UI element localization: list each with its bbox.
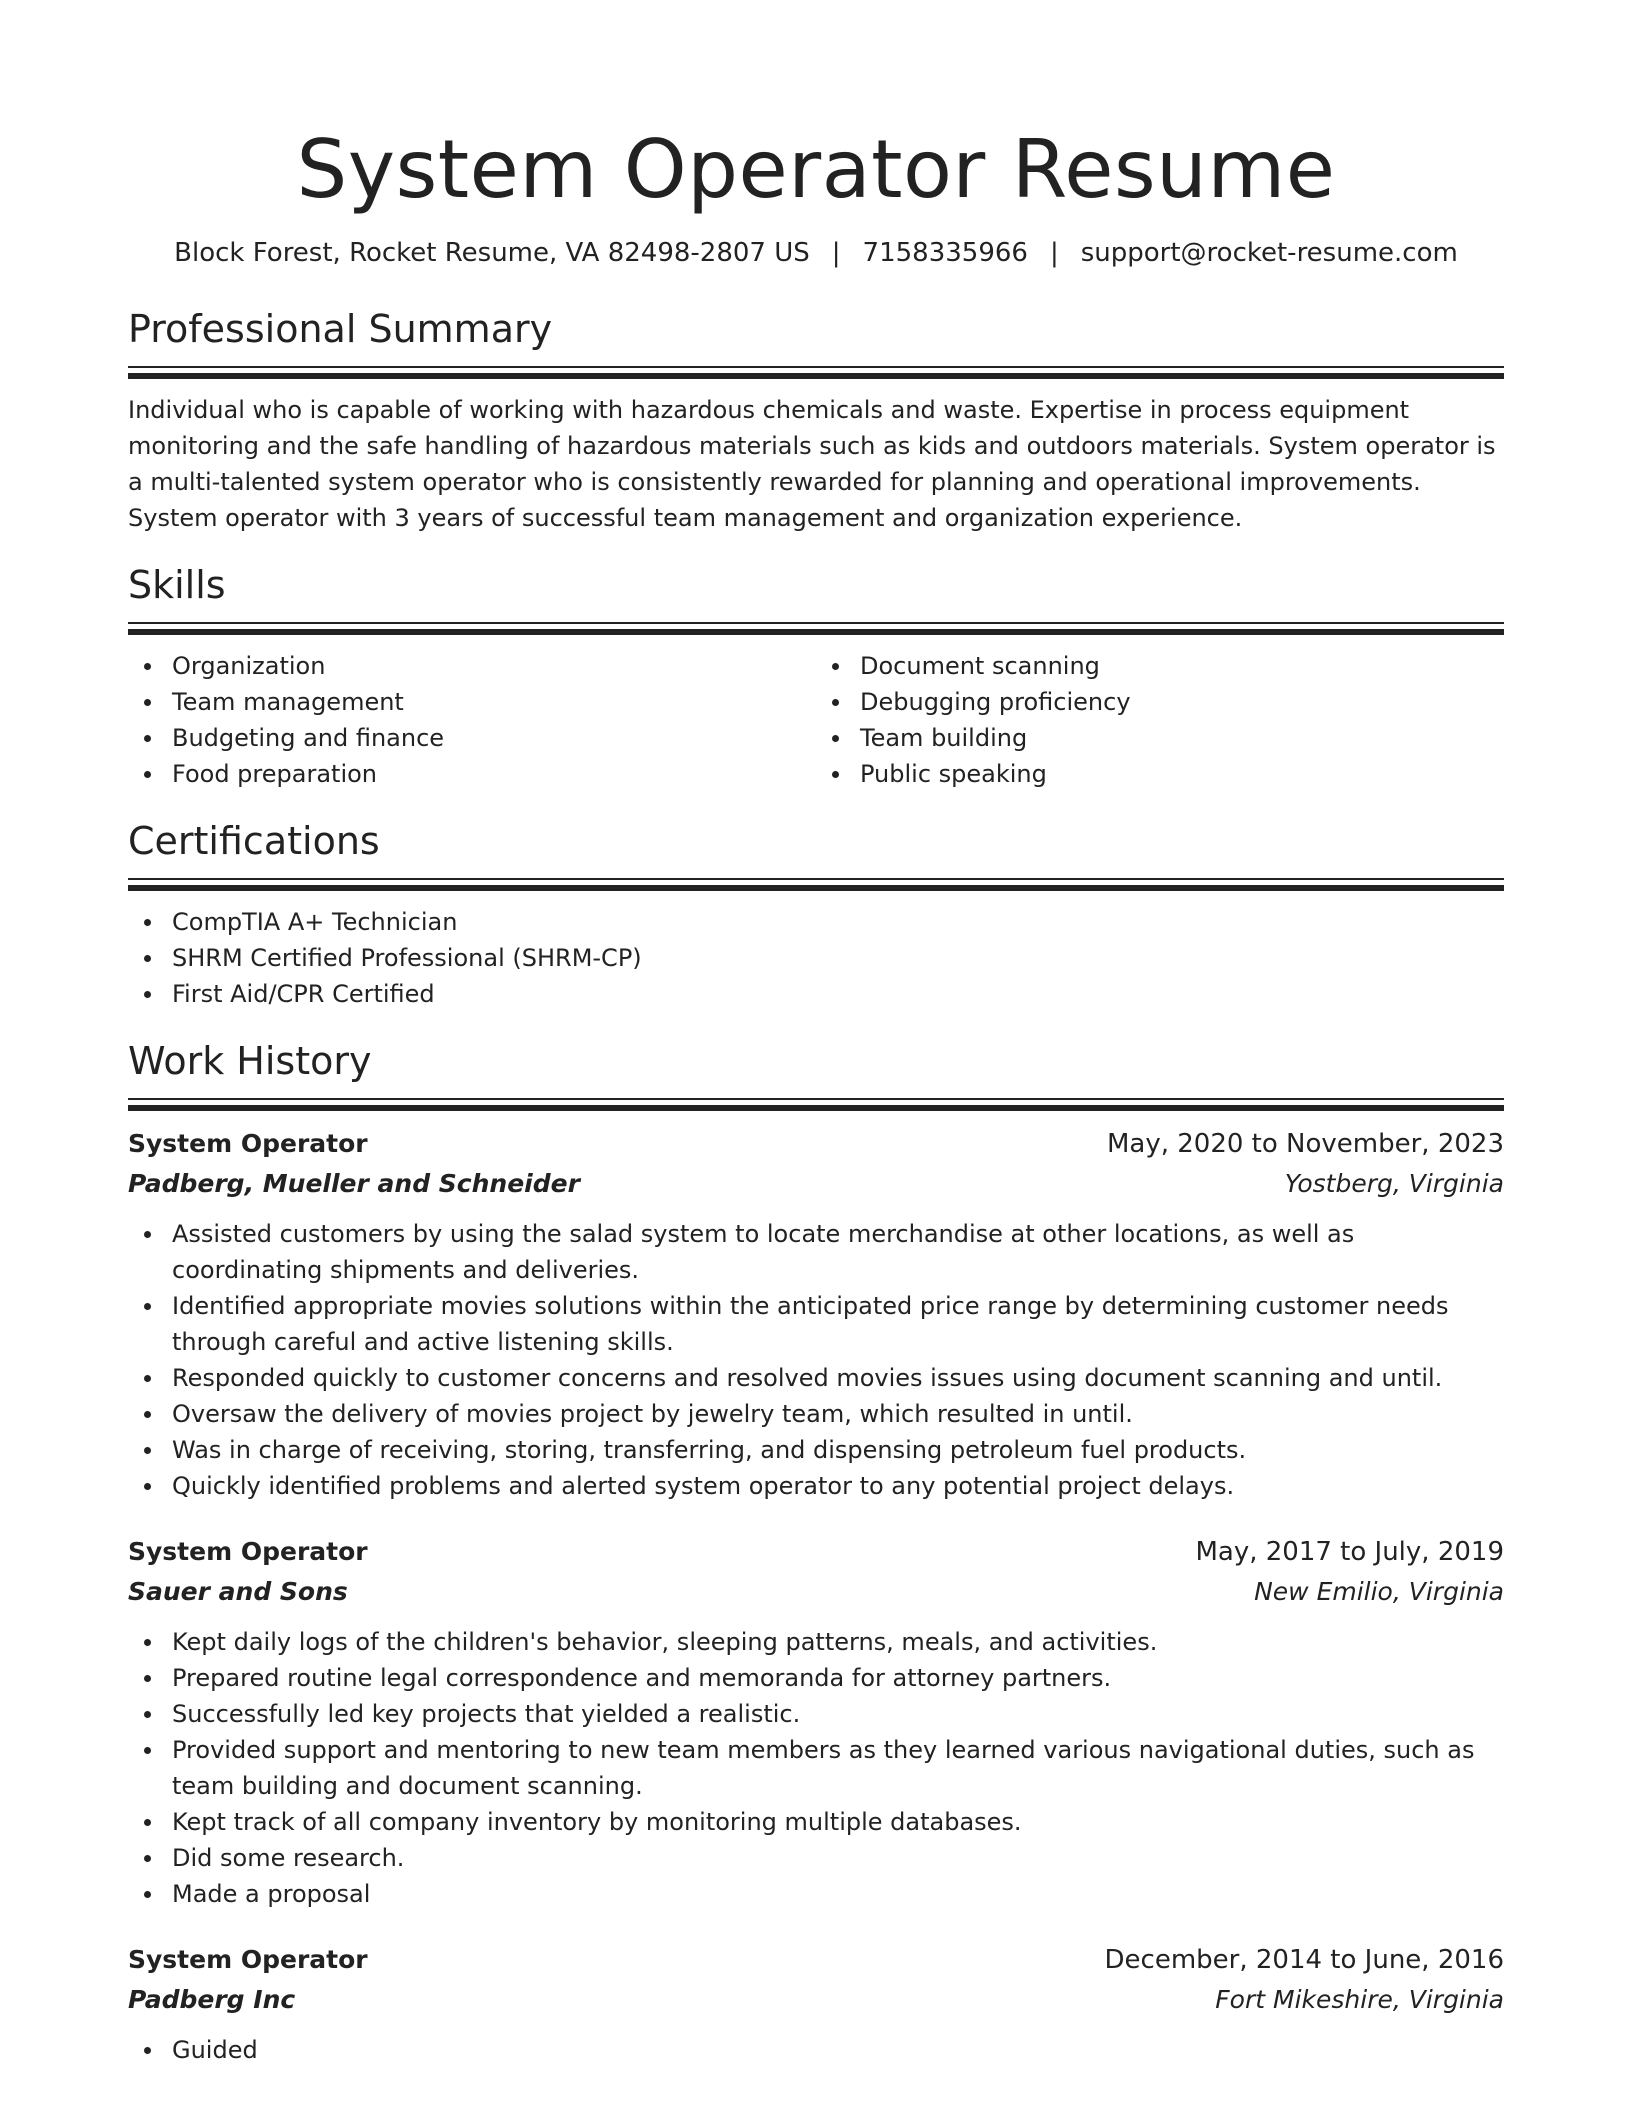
skills-grid [128, 648, 1504, 792]
section-divider [128, 366, 1504, 380]
job-header [128, 1532, 1504, 1572]
skill-item: Document scanning [816, 648, 1504, 684]
skills-list-left [128, 648, 816, 792]
job-bullet: Guided [128, 2032, 1504, 2068]
skill-item: Team building [816, 720, 1504, 756]
job-header [128, 1124, 1504, 1164]
certifications-list [128, 904, 1504, 1012]
section-title-summary: Professional Summary [128, 307, 553, 351]
job-bullet: Successfully led key projects that yielded a realistic. [128, 1696, 1504, 1732]
contact-email: support@rocket-resume.com [1080, 238, 1458, 268]
job-bullets [128, 2032, 1504, 2068]
certification-item: SHRM Certified Professional (SHRM-CP) [128, 940, 1504, 976]
summary-section [128, 306, 1504, 536]
section-title-work-history: Work History [128, 1039, 372, 1083]
job-title: System Operator [128, 1945, 368, 1974]
job-dates: May, 2020 to November, 2023 [1106, 1129, 1504, 1159]
skill-item: Organization [128, 648, 816, 684]
contact-address: Block Forest, Rocket Resume, VA 82498-2807 US [174, 238, 810, 268]
job-location: Yostberg, Virginia [1284, 1169, 1504, 1198]
work-history-section [128, 1038, 1504, 2068]
contact-separator: | [831, 238, 841, 268]
job-bullet: Did some research. [128, 1840, 1504, 1876]
skills-section [128, 562, 1504, 792]
job-subheader [128, 1980, 1504, 2020]
job-location: Fort Mikeshire, Virginia [1215, 1985, 1504, 2014]
job-bullet: Provided support and mentoring to new team members as they learned various navigational duties, such as team building and document scanning. [128, 1732, 1504, 1804]
job-bullet: Quickly identified problems and alerted system operator to any potential project delays. [128, 1468, 1504, 1504]
job-bullet: Responded quickly to customer concerns and resolved movies issues using document scanning and until. [128, 1360, 1504, 1396]
job-bullets [128, 1624, 1504, 1912]
summary-text: Individual who is capable of working with hazardous chemicals and waste. Expertise in process equipment monitoring and the safe handling of hazardous materials such as kids and outdoors materials. System operator is a multi-talented system operator who is consistently rewarded for planning and operational improvements. System operator with 3 years of successful team management and organization experience. [128, 396, 1496, 532]
job-bullet: Kept track of all company inventory by monitoring multiple databases. [128, 1804, 1504, 1840]
job-subheader [128, 1164, 1504, 1204]
skill-item: Debugging proficiency [816, 684, 1504, 720]
job-entry [128, 1532, 1504, 1912]
certifications-section [128, 818, 1504, 1012]
section-divider [128, 878, 1504, 892]
skill-item: Public speaking [816, 756, 1504, 792]
job-bullets [128, 1216, 1504, 1504]
job-bullet: Assisted customers by using the salad system to locate merchandise at other locations, as well as coordinating shipments and deliveries. [128, 1216, 1504, 1288]
section-divider [128, 1098, 1504, 1112]
skill-item: Team management [128, 684, 816, 720]
job-bullet: Kept daily logs of the children's behavior, sleeping patterns, meals, and activities. [128, 1624, 1504, 1660]
job-bullet: Made a proposal [128, 1876, 1504, 1912]
section-divider [128, 622, 1504, 636]
skill-item: Budgeting and finance [128, 720, 816, 756]
job-dates: December, 2014 to June, 2016 [1104, 1945, 1504, 1975]
job-bullet: Identified appropriate movies solutions within the anticipated price range by determining customer needs through careful and active listening skills. [128, 1288, 1504, 1360]
section-title-skills: Skills [128, 563, 226, 607]
skill-item: Food preparation [128, 756, 816, 792]
job-entry [128, 1124, 1504, 1504]
certification-item: First Aid/CPR Certified [128, 976, 1504, 1012]
job-bullet: Oversaw the delivery of movies project by jewelry team, which resulted in until. [128, 1396, 1504, 1432]
contact-phone: 7158335966 [862, 238, 1028, 268]
job-bullet: Prepared routine legal correspondence and memoranda for attorney partners. [128, 1660, 1504, 1696]
contact-line [128, 236, 1504, 270]
skills-list-right [816, 648, 1504, 792]
job-company: Sauer and Sons [128, 1577, 348, 1606]
job-location: New Emilio, Virginia [1254, 1577, 1504, 1606]
job-bullet: Was in charge of receiving, storing, transferring, and dispensing petroleum fuel products. [128, 1432, 1504, 1468]
job-company: Padberg Inc [128, 1985, 296, 2014]
resume-title: System Operator Resume [296, 123, 1336, 216]
job-entry [128, 1940, 1504, 2068]
job-title: System Operator [128, 1129, 368, 1158]
job-dates: May, 2017 to July, 2019 [1195, 1537, 1504, 1567]
job-title: System Operator [128, 1537, 368, 1566]
job-subheader [128, 1572, 1504, 1612]
section-title-certifications: Certifications [128, 819, 380, 863]
contact-separator: | [1049, 238, 1059, 268]
job-company: Padberg, Mueller and Schneider [128, 1169, 580, 1198]
job-header [128, 1940, 1504, 1980]
certification-item: CompTIA A+ Technician [128, 904, 1504, 940]
